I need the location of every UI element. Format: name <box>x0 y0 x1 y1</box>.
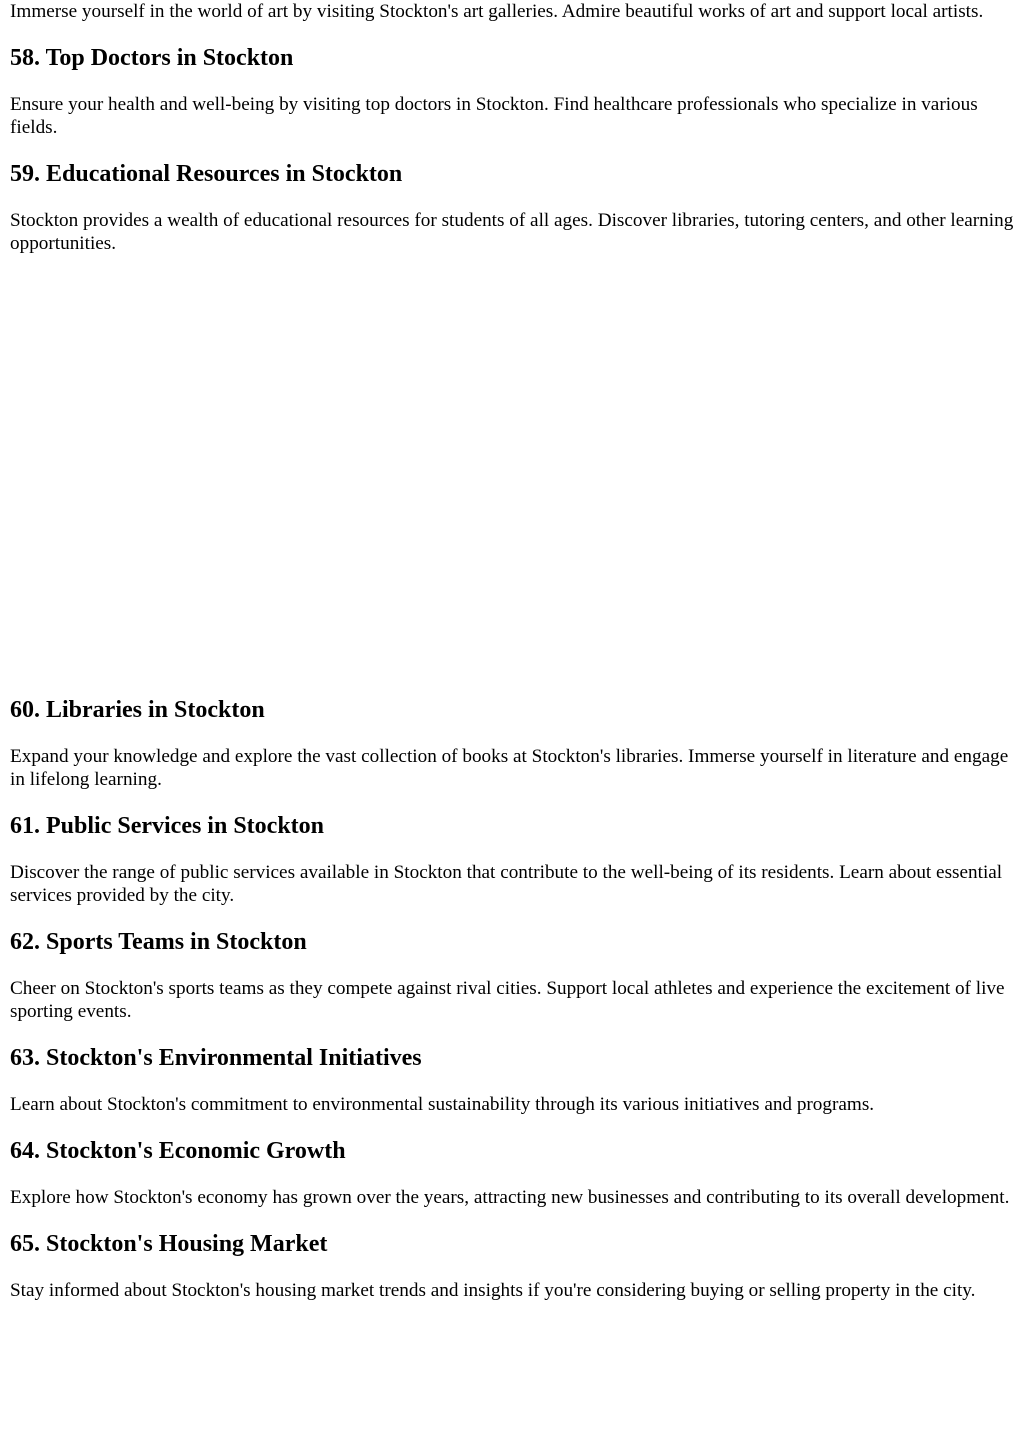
section-text-65: Stay informed about Stockton's housing market trends and insights if you're considering buying or selling property in the city. <box>10 1280 976 1301</box>
section-text-62: Cheer on Stockton's sports teams as they compete against rival cities. Support local athletes and experience the excitement of live sporting events. <box>10 978 1005 1022</box>
section-heading-65: 65. Stockton's Housing Market <box>10 1231 328 1257</box>
section-heading-59: 59. Educational Resources in Stockton <box>10 161 403 187</box>
section-text-61: Discover the range of public services available in Stockton that contribute to the well-being of its residents. Learn about essential services provided by the city. <box>10 862 1003 906</box>
section-heading-61: 61. Public Services in Stockton <box>10 813 325 839</box>
section-heading-63: 63. Stockton's Environmental Initiatives <box>10 1045 422 1071</box>
section-text-60: Expand your knowledge and explore the vast collection of books at Stockton's libraries. Immerse yourself in literature and engage in lifelong learning. <box>10 746 1009 790</box>
intro-paragraph: Immerse yourself in the world of art by visiting Stockton's art galleries. Admire beautiful works of art and support local artists. <box>10 1 984 22</box>
section-heading-58: 58. Top Doctors in Stockton <box>10 45 294 71</box>
section-text-63: Learn about Stockton's commitment to environmental sustainability through its various initiatives and programs. <box>10 1094 875 1115</box>
section-heading-60: 60. Libraries in Stockton <box>10 697 265 723</box>
section-text-64: Explore how Stockton's economy has grown over the years, attracting new businesses and contributing to its overall development. <box>10 1187 1010 1208</box>
section-text-58: Ensure your health and well-being by visiting top doctors in Stockton. Find healthcare professionals who specialize in various fields. <box>10 94 978 138</box>
blank-ad-space <box>10 255 1014 696</box>
section-text-59: Stockton provides a wealth of educational resources for students of all ages. Discover libraries, tutoring centers, and other learning opportunities. <box>10 210 1014 254</box>
section-heading-62: 62. Sports Teams in Stockton <box>10 929 307 955</box>
section-heading-64: 64. Stockton's Economic Growth <box>10 1138 346 1164</box>
